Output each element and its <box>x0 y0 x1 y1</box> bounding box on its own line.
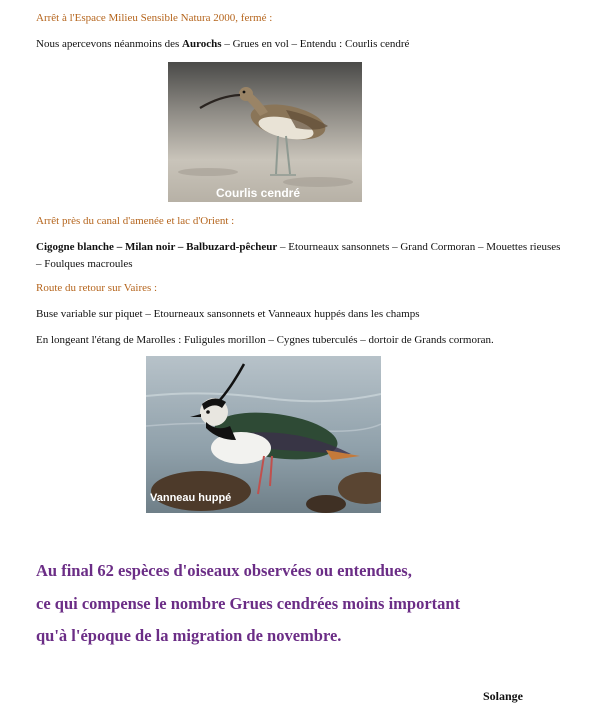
bold-separator: – <box>113 241 125 253</box>
final-line-3: qu'à l'époque de la migration de novembre. <box>36 626 342 645</box>
lapwing-illustration <box>146 356 381 513</box>
section-heading-natura: Arrêt à l'Espace Milieu Sensible Natura 2000, fermé : <box>36 12 273 24</box>
paragraph-aurochs <box>36 36 562 53</box>
signature: Solange <box>483 689 524 703</box>
text-rest: – Etourneaux sansonnets – Grand Cormoran – Mouettes rieuses – Foulques macroules <box>36 241 561 270</box>
section-heading-canal: Arrêt près du canal d'amenée et lac d'Orient : <box>36 215 235 227</box>
photo-caption-curlew: Courlis cendré <box>216 186 301 200</box>
text-prefix: Nous apercevons néanmoins des <box>36 38 183 50</box>
text-suffix: – Grues en vol – Entendu : Courlis cendré <box>221 38 410 50</box>
bold-cigogne: Cigogne blanche <box>36 241 114 253</box>
bold-aurochs: Aurochs <box>182 38 222 50</box>
section-heading-retour: Route du retour sur Vaires : <box>36 282 158 294</box>
final-line-2: ce qui compense le nombre Grues cendrées moins important <box>36 594 461 613</box>
curlew-photo <box>168 62 362 202</box>
bold-milan: Milan noir <box>124 241 176 253</box>
bold-separator: – <box>175 241 187 253</box>
paragraph-buse: Buse variable sur piquet – Etourneaux sansonnets et Vanneaux huppés dans les champs <box>36 308 420 320</box>
bold-balbuzard: Balbuzard-pêcheur <box>186 241 278 253</box>
paragraph-marolles: En longeant l'étang de Marolles : Fuligules morillon – Cygnes tuberculés – dortoir de Grands cormoran. <box>36 334 494 346</box>
lapwing-photo <box>146 356 381 513</box>
paragraph-canal-birds <box>36 239 562 273</box>
photo-caption-lapwing: Vanneau huppé <box>150 492 232 504</box>
curlew-illustration <box>168 62 362 202</box>
final-line-1: Au final 62 espèces d'oiseaux observées ou entendues, <box>36 561 412 580</box>
